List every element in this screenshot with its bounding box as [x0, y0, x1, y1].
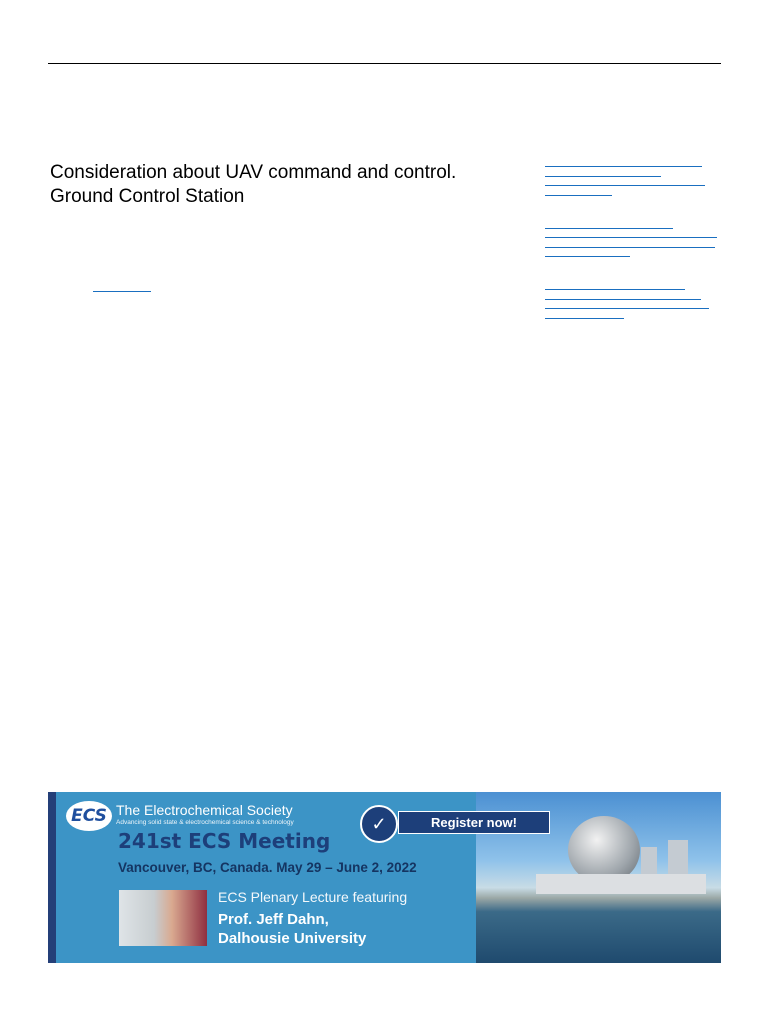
plenary-label: ECS Plenary Lecture featuring	[218, 889, 408, 905]
banner-stripe	[48, 792, 56, 963]
link-underline	[545, 308, 709, 309]
paper-title	[50, 161, 530, 209]
ecs-logo: ECS	[66, 801, 112, 831]
header-rule	[48, 63, 721, 64]
link-underline	[545, 166, 702, 167]
register-button[interactable]: Register now!	[398, 811, 550, 834]
link-underline	[545, 237, 717, 238]
meeting-title: 241st ECS Meeting	[118, 829, 331, 853]
link-underline	[545, 289, 685, 290]
checkmark-icon: ✓	[360, 805, 398, 843]
link-underline	[545, 299, 701, 300]
speaker-line-1: Prof. Jeff Dahn,	[218, 911, 329, 928]
related-link-2[interactable]	[545, 228, 721, 258]
ecs-meeting-banner[interactable]	[48, 792, 721, 963]
waterfront-building	[536, 874, 706, 894]
link-underline	[545, 318, 624, 319]
link-underline	[545, 195, 612, 196]
link-underline	[545, 176, 661, 177]
paper-title-line-1: Consideration about UAV command and control.	[50, 162, 457, 183]
society-name: The Electrochemical Society	[116, 802, 293, 818]
speaker-photo	[119, 890, 207, 946]
related-links	[545, 166, 721, 351]
author-link[interactable]	[93, 281, 151, 292]
link-underline	[545, 247, 715, 248]
paper-title-line-2: Ground Control Station	[50, 186, 245, 207]
related-link-3[interactable]	[545, 289, 721, 319]
link-underline	[545, 185, 705, 186]
related-link-1[interactable]	[545, 166, 721, 196]
society-tagline: Advancing solid state & electrochemical science & technology	[116, 819, 294, 826]
meeting-location: Vancouver, BC, Canada. May 29 – June 2, 2022	[118, 860, 417, 875]
link-underline	[545, 228, 673, 229]
link-underline	[545, 256, 630, 257]
speaker-name	[218, 910, 366, 948]
speaker-line-2: Dalhousie University	[218, 930, 367, 947]
